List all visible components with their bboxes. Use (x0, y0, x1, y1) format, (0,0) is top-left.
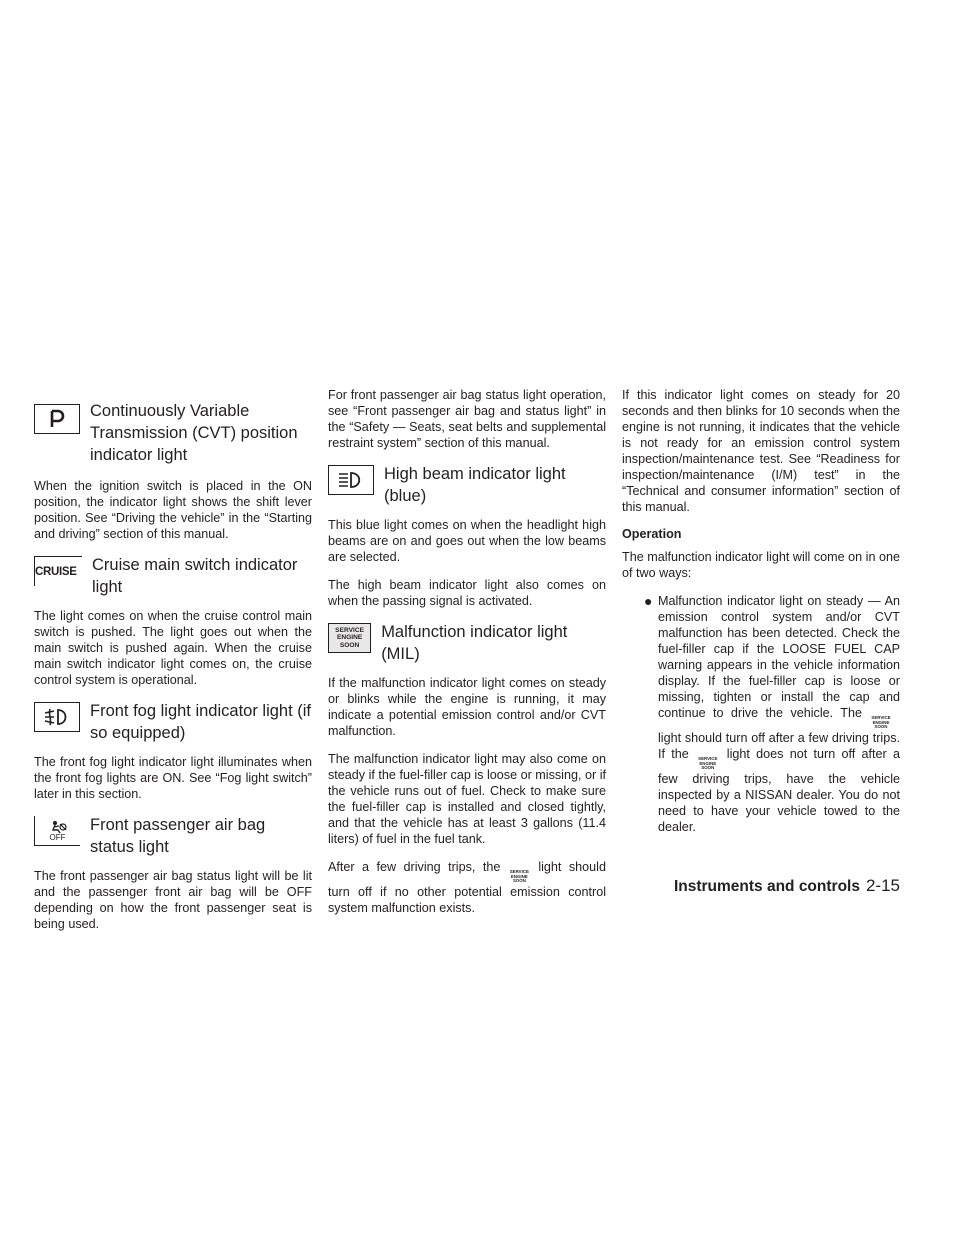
cvt-body: When the ignition switch is placed in the ON position, the indicator light shows the shift lever position. See “Driving the vehicle” in the “Starting and driving” section of this manual. (34, 479, 312, 541)
cruise-icon: CRUISE (34, 556, 82, 586)
cvt-title: Continuously Variable Transmission (CVT) position indicator light (90, 402, 298, 464)
operation-heading: Operation (622, 527, 682, 541)
airbag-heading (34, 814, 312, 858)
mil-heading (328, 621, 606, 665)
mil-body-3: After a few driving trips, the SERVICE ENGINE SOON light should turn off if no other potential emission control system malfunction exists. (328, 860, 606, 915)
airbag-title: Front passenger air bag status light (90, 816, 266, 856)
section-title: Instruments and controls (673, 878, 860, 895)
cvt-p-icon (34, 404, 80, 434)
highbeam-title: High beam indicator light (blue) (384, 465, 566, 505)
fog-body: The front fog light indicator light illuminates when the front fog lights are ON. See “Fog light switch” later in this section. (34, 755, 312, 801)
passenger-airbag-off-icon: OFF (34, 816, 80, 846)
highbeam-heading (328, 463, 606, 507)
cruise-body: The light comes on when the cruise control main switch is pushed. The light goes out when the main switch is pushed again. When the cruise main switch indicator light comes on, the cruise control system is operational. (34, 609, 312, 687)
highbeam-body-1: This blue light comes on when the headlight high beams are on and goes out when the low beams are selected. (328, 518, 606, 564)
service-engine-soon-icon: SERVICE ENGINE SOON (871, 715, 891, 730)
bullet-icon: ● (644, 593, 653, 609)
airbag-intro: For front passenger air bag status light operation, see “Front passenger air bag and status light” in the “Safety — Seats, seat belts and supplemental restraint system” section of this manual. (328, 388, 606, 450)
page-number: 2-15 (865, 876, 900, 895)
highbeam-body-2: The high beam indicator light also comes on when the passing signal is activated. (328, 578, 606, 608)
mil-title: Malfunction indicator light (MIL) (381, 623, 568, 663)
mil-body-1: If the malfunction indicator light comes on steady or blinks while the engine is running, it may indicate a potential emission control and/or CVT malfunction. (328, 676, 606, 738)
column-2 (328, 387, 606, 928)
service-engine-soon-icon: SERVICE ENGINE SOON (509, 869, 529, 884)
fog-light-icon (34, 702, 80, 732)
fog-heading (34, 700, 312, 744)
column-3 (622, 387, 900, 835)
cvt-heading (34, 400, 312, 466)
cruise-title: Cruise main switch indicator light (92, 556, 298, 596)
fog-title: Front fog light indicator light (if so equipped) (90, 702, 312, 742)
page-footer (674, 876, 900, 896)
mil-body-2: The malfunction indicator light may also come on steady if the fuel-filler cap is loose or missing, or if the vehicle runs out of fuel. Check to make sure the fuel-filler cap is installed and closed tightly, and that the vehicle has at least 3 gallons (11.4 liters) of fuel in the fuel tank. (328, 752, 606, 846)
column-1 (34, 400, 312, 944)
service-engine-soon-icon: SERVICE ENGINE SOON (328, 623, 371, 653)
operation-body: The malfunction indicator light will come on in one of two ways: (622, 550, 900, 580)
cruise-heading (34, 554, 312, 598)
high-beam-icon (328, 465, 374, 495)
airbag-body: The front passenger air bag status light will be lit and the passenger front air bag will be OFF depending on how the front passenger seat is being used. (34, 869, 312, 931)
service-engine-soon-icon: SERVICE ENGINE SOON (698, 756, 718, 771)
readiness-body: If this indicator light comes on steady for 20 seconds and then blinks for 10 seconds when the engine is not running, it indicates that the vehicle is not ready for an emission control system inspection/maintenance test. See “Readiness for inspection/maintenance (I/M) test” in the “Technical and consumer information” section of this manual. (622, 388, 900, 514)
list-item: ● Malfunction indicator light on steady — An emission control system and/or CVT malfunction has been detected. Check the fuel-filler cap if the LOOSE FUEL CAP warning appears in the vehicle information display. If the fuel-filler cap is loose or missing, tighten or install the cap and continue to drive the vehicle. The SERVICE ENGINE SOON light should turn off after a few driving trips. If the SERVICE ENGINE SOON light does not turn off after a few driving trips, have the vehicle inspected by a NISSAN dealer. You do not need to have your vehicle towed to the dealer. (644, 593, 900, 834)
